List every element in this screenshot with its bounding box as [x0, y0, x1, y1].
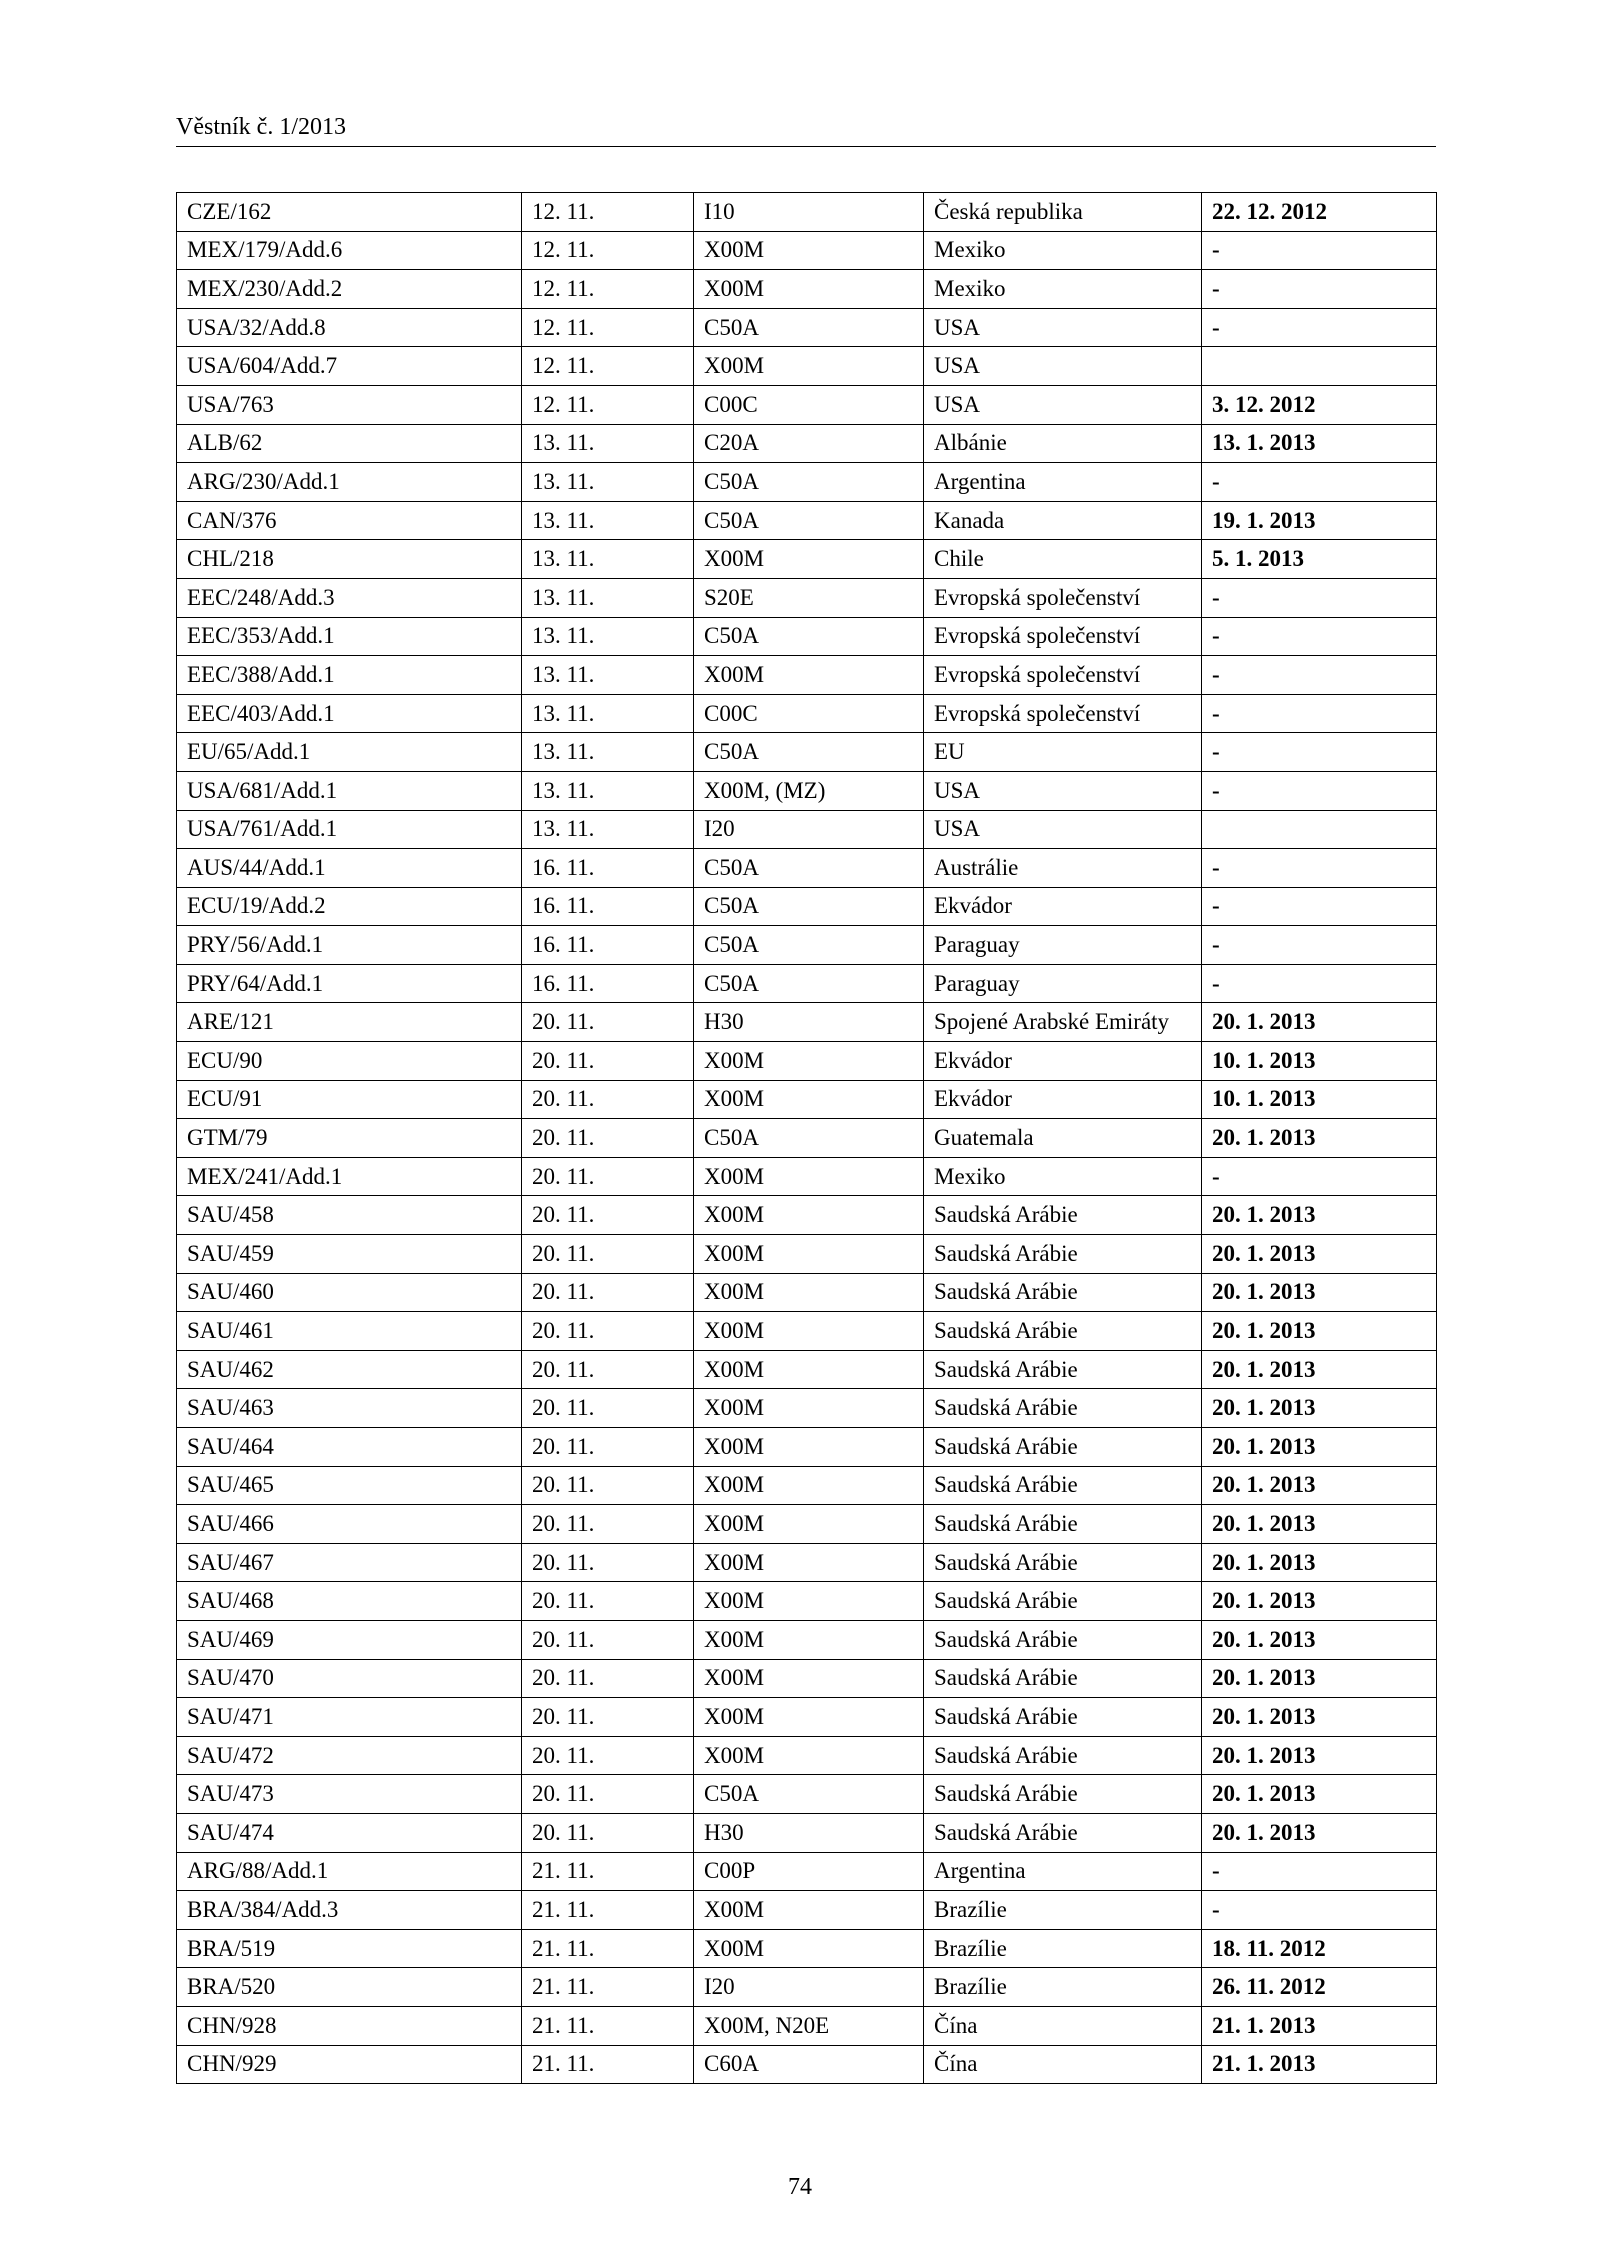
day-cell: 13. 11.: [522, 424, 694, 463]
date-cell: 20. 1. 2013: [1202, 1428, 1437, 1467]
day-cell: 20. 11.: [522, 1736, 694, 1775]
day-cell: 13. 11.: [522, 733, 694, 772]
day-cell: 21. 11.: [522, 1891, 694, 1930]
country-cell: Saudská Arábie: [924, 1736, 1202, 1775]
table-row: [177, 849, 1437, 888]
table-row: [177, 810, 1437, 849]
day-cell: 13. 11.: [522, 656, 694, 695]
code-cell: C50A: [694, 1119, 924, 1158]
day-cell: 12. 11.: [522, 270, 694, 309]
country-cell: Evropská společenství: [924, 578, 1202, 617]
document-cell: SAU/474: [177, 1813, 522, 1852]
date-cell: -: [1202, 463, 1437, 502]
table-row: [177, 2045, 1437, 2084]
day-cell: 20. 11.: [522, 1543, 694, 1582]
document-cell: BRA/384/Add.3: [177, 1891, 522, 1930]
day-cell: 16. 11.: [522, 964, 694, 1003]
table-row: [177, 1968, 1437, 2007]
date-cell: -: [1202, 617, 1437, 656]
date-cell: 20. 1. 2013: [1202, 1775, 1437, 1814]
day-cell: 16. 11.: [522, 849, 694, 888]
date-cell: 20. 1. 2013: [1202, 1273, 1437, 1312]
day-cell: 20. 11.: [522, 1350, 694, 1389]
table-row: [177, 2006, 1437, 2045]
document-cell: SAU/458: [177, 1196, 522, 1235]
table-row: [177, 347, 1437, 386]
document-cell: USA/604/Add.7: [177, 347, 522, 386]
day-cell: 16. 11.: [522, 926, 694, 965]
date-cell: -: [1202, 1891, 1437, 1930]
document-cell: CHL/218: [177, 540, 522, 579]
country-cell: Ekvádor: [924, 1042, 1202, 1081]
document-cell: MEX/230/Add.2: [177, 270, 522, 309]
table-row: [177, 1196, 1437, 1235]
table-row: [177, 656, 1437, 695]
document-cell: SAU/461: [177, 1312, 522, 1351]
country-cell: EU: [924, 733, 1202, 772]
day-cell: 13. 11.: [522, 771, 694, 810]
code-cell: X00M: [694, 1736, 924, 1775]
date-cell: 22. 12. 2012: [1202, 193, 1437, 232]
code-cell: X00M: [694, 1698, 924, 1737]
table-row: [177, 1080, 1437, 1119]
document-cell: ARG/230/Add.1: [177, 463, 522, 502]
date-cell: -: [1202, 1157, 1437, 1196]
table-row: [177, 771, 1437, 810]
table-row: [177, 1582, 1437, 1621]
date-cell: [1202, 347, 1437, 386]
country-cell: Ekvádor: [924, 1080, 1202, 1119]
table-row: [177, 1428, 1437, 1467]
document-cell: ECU/91: [177, 1080, 522, 1119]
code-cell: C50A: [694, 308, 924, 347]
document-cell: ECU/90: [177, 1042, 522, 1081]
day-cell: 20. 11.: [522, 1389, 694, 1428]
table-row: [177, 578, 1437, 617]
day-cell: 20. 11.: [522, 1698, 694, 1737]
document-cell: USA/681/Add.1: [177, 771, 522, 810]
date-cell: 20. 1. 2013: [1202, 1466, 1437, 1505]
country-cell: Kanada: [924, 501, 1202, 540]
country-cell: USA: [924, 771, 1202, 810]
table-row: [177, 1620, 1437, 1659]
country-cell: Saudská Arábie: [924, 1312, 1202, 1351]
day-cell: 16. 11.: [522, 887, 694, 926]
document-cell: SAU/459: [177, 1235, 522, 1274]
document-cell: SAU/471: [177, 1698, 522, 1737]
date-cell: -: [1202, 694, 1437, 733]
day-cell: 21. 11.: [522, 1852, 694, 1891]
code-cell: X00M: [694, 1389, 924, 1428]
country-cell: Saudská Arábie: [924, 1620, 1202, 1659]
code-cell: C60A: [694, 2045, 924, 2084]
day-cell: 21. 11.: [522, 2006, 694, 2045]
date-cell: 10. 1. 2013: [1202, 1080, 1437, 1119]
code-cell: X00M: [694, 1042, 924, 1081]
table-row: [177, 1813, 1437, 1852]
document-cell: SAU/468: [177, 1582, 522, 1621]
date-cell: 20. 1. 2013: [1202, 1235, 1437, 1274]
table-row: [177, 887, 1437, 926]
date-cell: -: [1202, 1852, 1437, 1891]
date-cell: -: [1202, 771, 1437, 810]
code-cell: X00M, (MZ): [694, 771, 924, 810]
code-cell: C50A: [694, 733, 924, 772]
country-cell: Argentina: [924, 1852, 1202, 1891]
code-cell: X00M: [694, 1196, 924, 1235]
country-cell: Čína: [924, 2006, 1202, 2045]
country-cell: USA: [924, 810, 1202, 849]
code-cell: S20E: [694, 578, 924, 617]
document-cell: USA/763: [177, 385, 522, 424]
document-cell: EEC/248/Add.3: [177, 578, 522, 617]
table-row: [177, 1119, 1437, 1158]
day-cell: 20. 11.: [522, 1775, 694, 1814]
code-cell: X00M: [694, 1929, 924, 1968]
date-cell: 20. 1. 2013: [1202, 1196, 1437, 1235]
day-cell: 20. 11.: [522, 1273, 694, 1312]
country-cell: Saudská Arábie: [924, 1775, 1202, 1814]
day-cell: 13. 11.: [522, 463, 694, 502]
date-cell: 20. 1. 2013: [1202, 1736, 1437, 1775]
country-cell: Saudská Arábie: [924, 1659, 1202, 1698]
country-cell: Guatemala: [924, 1119, 1202, 1158]
country-cell: Česká republika: [924, 193, 1202, 232]
date-cell: -: [1202, 308, 1437, 347]
country-cell: Čína: [924, 2045, 1202, 2084]
code-cell: X00M: [694, 1659, 924, 1698]
table-row: [177, 926, 1437, 965]
document-cell: SAU/463: [177, 1389, 522, 1428]
document-cell: MEX/179/Add.6: [177, 231, 522, 270]
country-cell: Saudská Arábie: [924, 1543, 1202, 1582]
document-cell: SAU/460: [177, 1273, 522, 1312]
table-row: [177, 1350, 1437, 1389]
code-cell: X00M: [694, 231, 924, 270]
day-cell: 20. 11.: [522, 1505, 694, 1544]
date-cell: -: [1202, 964, 1437, 1003]
day-cell: 20. 11.: [522, 1466, 694, 1505]
table-row: [177, 1466, 1437, 1505]
document-cell: SAU/465: [177, 1466, 522, 1505]
day-cell: 20. 11.: [522, 1196, 694, 1235]
day-cell: 20. 11.: [522, 1813, 694, 1852]
country-cell: Brazílie: [924, 1891, 1202, 1930]
date-cell: 26. 11. 2012: [1202, 1968, 1437, 2007]
country-cell: Mexiko: [924, 270, 1202, 309]
date-cell: [1202, 810, 1437, 849]
table-row: [177, 1543, 1437, 1582]
document-cell: SAU/472: [177, 1736, 522, 1775]
day-cell: 20. 11.: [522, 1235, 694, 1274]
document-cell: CAN/376: [177, 501, 522, 540]
document-cell: BRA/519: [177, 1929, 522, 1968]
country-cell: USA: [924, 347, 1202, 386]
country-cell: Saudská Arábie: [924, 1582, 1202, 1621]
table-row: [177, 964, 1437, 1003]
country-cell: USA: [924, 385, 1202, 424]
country-cell: Saudská Arábie: [924, 1505, 1202, 1544]
code-cell: C00P: [694, 1852, 924, 1891]
table-row: [177, 1273, 1437, 1312]
code-cell: I20: [694, 810, 924, 849]
table-row: [177, 463, 1437, 502]
date-cell: 18. 11. 2012: [1202, 1929, 1437, 1968]
code-cell: C50A: [694, 926, 924, 965]
code-cell: H30: [694, 1003, 924, 1042]
document-cell: MEX/241/Add.1: [177, 1157, 522, 1196]
table-row: [177, 694, 1437, 733]
document-cell: CHN/929: [177, 2045, 522, 2084]
table-row: [177, 308, 1437, 347]
country-cell: Evropská společenství: [924, 617, 1202, 656]
date-cell: 20. 1. 2013: [1202, 1505, 1437, 1544]
date-cell: 10. 1. 2013: [1202, 1042, 1437, 1081]
date-cell: 20. 1. 2013: [1202, 1003, 1437, 1042]
table-row: [177, 231, 1437, 270]
table-row: [177, 1157, 1437, 1196]
date-cell: 13. 1. 2013: [1202, 424, 1437, 463]
code-cell: X00M: [694, 1466, 924, 1505]
document-cell: ECU/19/Add.2: [177, 887, 522, 926]
code-cell: C20A: [694, 424, 924, 463]
day-cell: 20. 11.: [522, 1080, 694, 1119]
country-cell: Brazílie: [924, 1968, 1202, 2007]
country-cell: Saudská Arábie: [924, 1698, 1202, 1737]
day-cell: 13. 11.: [522, 810, 694, 849]
day-cell: 13. 11.: [522, 501, 694, 540]
document-cell: CZE/162: [177, 193, 522, 232]
code-cell: C50A: [694, 887, 924, 926]
code-cell: C50A: [694, 617, 924, 656]
code-cell: X00M: [694, 1235, 924, 1274]
code-cell: I20: [694, 1968, 924, 2007]
table-row: [177, 1235, 1437, 1274]
code-cell: X00M, N20E: [694, 2006, 924, 2045]
code-cell: X00M: [694, 1312, 924, 1351]
code-cell: C50A: [694, 501, 924, 540]
country-cell: Saudská Arábie: [924, 1813, 1202, 1852]
day-cell: 21. 11.: [522, 2045, 694, 2084]
document-cell: SAU/473: [177, 1775, 522, 1814]
document-cell: AUS/44/Add.1: [177, 849, 522, 888]
day-cell: 12. 11.: [522, 385, 694, 424]
table-body: [177, 193, 1437, 2084]
date-cell: 3. 12. 2012: [1202, 385, 1437, 424]
country-cell: Paraguay: [924, 964, 1202, 1003]
day-cell: 20. 11.: [522, 1428, 694, 1467]
code-cell: I10: [694, 193, 924, 232]
table-row: [177, 1775, 1437, 1814]
table-row: [177, 617, 1437, 656]
table-row: [177, 1312, 1437, 1351]
table-row: [177, 1042, 1437, 1081]
country-cell: Saudská Arábie: [924, 1428, 1202, 1467]
day-cell: 21. 11.: [522, 1929, 694, 1968]
table-row: [177, 270, 1437, 309]
table-row: [177, 1929, 1437, 1968]
date-cell: 20. 1. 2013: [1202, 1350, 1437, 1389]
document-cell: EEC/388/Add.1: [177, 656, 522, 695]
code-cell: X00M: [694, 1891, 924, 1930]
day-cell: 12. 11.: [522, 308, 694, 347]
page-number: 74: [788, 2174, 812, 2200]
code-cell: X00M: [694, 1582, 924, 1621]
country-cell: Mexiko: [924, 1157, 1202, 1196]
date-cell: 20. 1. 2013: [1202, 1659, 1437, 1698]
code-cell: C50A: [694, 1775, 924, 1814]
date-cell: -: [1202, 270, 1437, 309]
country-cell: Ekvádor: [924, 887, 1202, 926]
document-cell: ARE/121: [177, 1003, 522, 1042]
day-cell: 20. 11.: [522, 1659, 694, 1698]
date-cell: -: [1202, 578, 1437, 617]
country-cell: Mexiko: [924, 231, 1202, 270]
code-cell: X00M: [694, 1273, 924, 1312]
document-cell: SAU/467: [177, 1543, 522, 1582]
table-row: [177, 1389, 1437, 1428]
code-cell: C50A: [694, 463, 924, 502]
country-cell: Saudská Arábie: [924, 1350, 1202, 1389]
day-cell: 20. 11.: [522, 1582, 694, 1621]
document-cell: EEC/403/Add.1: [177, 694, 522, 733]
country-cell: Saudská Arábie: [924, 1273, 1202, 1312]
code-cell: X00M: [694, 1350, 924, 1389]
date-cell: 21. 1. 2013: [1202, 2006, 1437, 2045]
code-cell: X00M: [694, 1543, 924, 1582]
code-cell: X00M: [694, 270, 924, 309]
document-cell: SAU/462: [177, 1350, 522, 1389]
document-cell: SAU/470: [177, 1659, 522, 1698]
date-cell: -: [1202, 733, 1437, 772]
table-row: [177, 540, 1437, 579]
country-cell: Saudská Arábie: [924, 1466, 1202, 1505]
country-cell: Chile: [924, 540, 1202, 579]
table-row: [177, 1505, 1437, 1544]
table-row: [177, 1891, 1437, 1930]
country-cell: Evropská společenství: [924, 656, 1202, 695]
day-cell: 13. 11.: [522, 540, 694, 579]
country-cell: Saudská Arábie: [924, 1196, 1202, 1235]
country-cell: Argentina: [924, 463, 1202, 502]
date-cell: -: [1202, 231, 1437, 270]
country-cell: Evropská společenství: [924, 694, 1202, 733]
table-row: [177, 1698, 1437, 1737]
code-cell: X00M: [694, 656, 924, 695]
table-row: [177, 501, 1437, 540]
date-cell: 20. 1. 2013: [1202, 1119, 1437, 1158]
document-cell: GTM/79: [177, 1119, 522, 1158]
table-row: [177, 1852, 1437, 1891]
day-cell: 20. 11.: [522, 1119, 694, 1158]
document-cell: CHN/928: [177, 2006, 522, 2045]
code-cell: X00M: [694, 1428, 924, 1467]
day-cell: 13. 11.: [522, 694, 694, 733]
day-cell: 20. 11.: [522, 1312, 694, 1351]
code-cell: X00M: [694, 1505, 924, 1544]
table-row: [177, 424, 1437, 463]
code-cell: X00M: [694, 1080, 924, 1119]
code-cell: C00C: [694, 385, 924, 424]
code-cell: C50A: [694, 849, 924, 888]
document-cell: USA/761/Add.1: [177, 810, 522, 849]
document-cell: SAU/469: [177, 1620, 522, 1659]
date-cell: -: [1202, 887, 1437, 926]
code-cell: X00M: [694, 347, 924, 386]
country-cell: Paraguay: [924, 926, 1202, 965]
day-cell: 12. 11.: [522, 347, 694, 386]
code-cell: X00M: [694, 540, 924, 579]
document-cell: PRY/56/Add.1: [177, 926, 522, 965]
notifications-table: [176, 192, 1437, 2084]
date-cell: -: [1202, 849, 1437, 888]
table-row: [177, 1659, 1437, 1698]
table-row: [177, 1736, 1437, 1775]
document-cell: EU/65/Add.1: [177, 733, 522, 772]
table-row: [177, 193, 1437, 232]
day-cell: 13. 11.: [522, 578, 694, 617]
document-cell: ARG/88/Add.1: [177, 1852, 522, 1891]
country-cell: Saudská Arábie: [924, 1235, 1202, 1274]
date-cell: 5. 1. 2013: [1202, 540, 1437, 579]
date-cell: 20. 1. 2013: [1202, 1389, 1437, 1428]
document-cell: USA/32/Add.8: [177, 308, 522, 347]
journal-title: Věstník č. 1/2013: [176, 114, 346, 140]
document-cell: PRY/64/Add.1: [177, 964, 522, 1003]
day-cell: 20. 11.: [522, 1003, 694, 1042]
code-cell: X00M: [694, 1157, 924, 1196]
document-cell: SAU/464: [177, 1428, 522, 1467]
country-cell: Spojené Arabské Emiráty: [924, 1003, 1202, 1042]
date-cell: 19. 1. 2013: [1202, 501, 1437, 540]
date-cell: 20. 1. 2013: [1202, 1813, 1437, 1852]
country-cell: Brazílie: [924, 1929, 1202, 1968]
document-cell: BRA/520: [177, 1968, 522, 2007]
date-cell: -: [1202, 656, 1437, 695]
country-cell: Saudská Arábie: [924, 1389, 1202, 1428]
date-cell: -: [1202, 926, 1437, 965]
country-cell: USA: [924, 308, 1202, 347]
code-cell: C50A: [694, 964, 924, 1003]
page-header: [176, 112, 1436, 147]
code-cell: C00C: [694, 694, 924, 733]
date-cell: 20. 1. 2013: [1202, 1582, 1437, 1621]
document-cell: EEC/353/Add.1: [177, 617, 522, 656]
country-cell: Albánie: [924, 424, 1202, 463]
day-cell: 21. 11.: [522, 1968, 694, 2007]
day-cell: 12. 11.: [522, 231, 694, 270]
document-cell: SAU/466: [177, 1505, 522, 1544]
date-cell: 20. 1. 2013: [1202, 1620, 1437, 1659]
table-row: [177, 385, 1437, 424]
code-cell: H30: [694, 1813, 924, 1852]
date-cell: 20. 1. 2013: [1202, 1698, 1437, 1737]
day-cell: 20. 11.: [522, 1157, 694, 1196]
day-cell: 12. 11.: [522, 193, 694, 232]
country-cell: Austrálie: [924, 849, 1202, 888]
date-cell: 20. 1. 2013: [1202, 1312, 1437, 1351]
day-cell: 20. 11.: [522, 1042, 694, 1081]
table-row: [177, 1003, 1437, 1042]
date-cell: 20. 1. 2013: [1202, 1543, 1437, 1582]
code-cell: X00M: [694, 1620, 924, 1659]
day-cell: 20. 11.: [522, 1620, 694, 1659]
date-cell: 21. 1. 2013: [1202, 2045, 1437, 2084]
table-row: [177, 733, 1437, 772]
document-cell: ALB/62: [177, 424, 522, 463]
day-cell: 13. 11.: [522, 617, 694, 656]
